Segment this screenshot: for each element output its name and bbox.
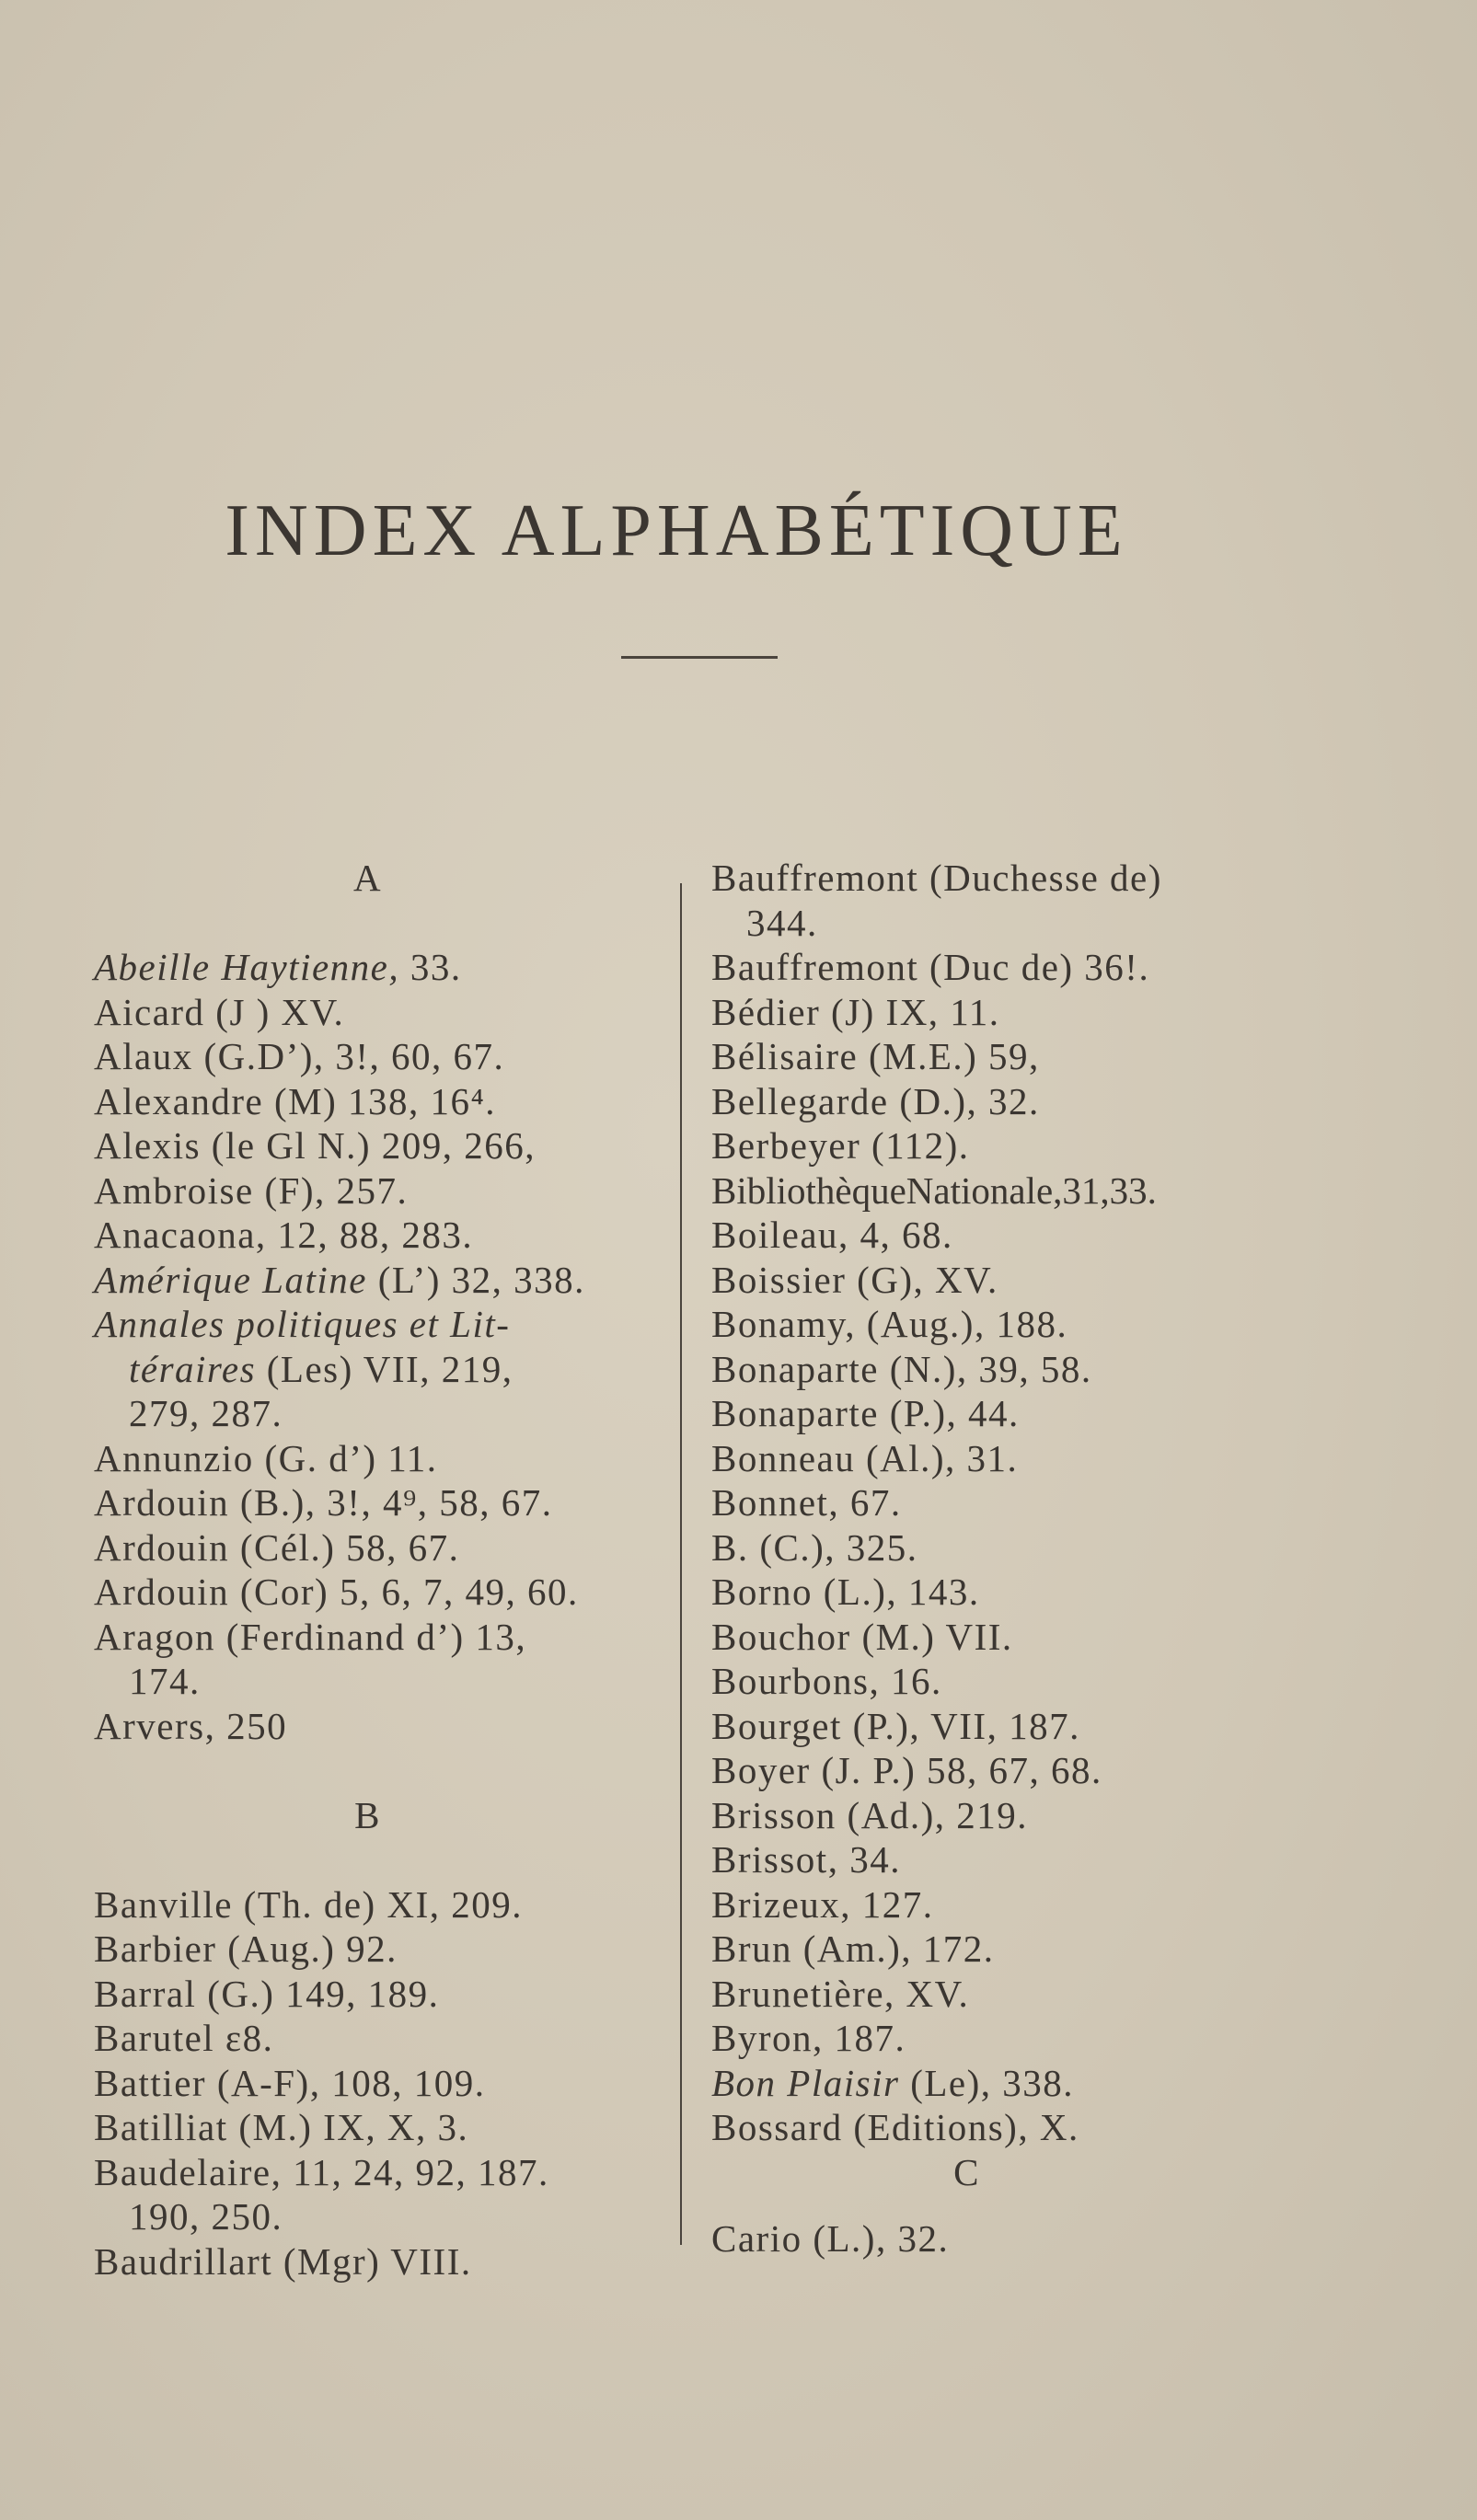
index-entry: Aicard (J ) XV. (94, 990, 345, 1033)
index-entry: Boileau, 4, 68. (711, 1214, 953, 1256)
index-entry: Bauffremont (Duc de) 36!. (711, 946, 1150, 988)
index-entry: Brunetière, XV. (711, 1972, 970, 2015)
index-entry: Alaux (G.D’), 3!, 60, 67. (94, 1035, 505, 1077)
index-entry: Bonnet, 67. (711, 1481, 902, 1524)
index-entry: Barral (G.) 149, 189. (94, 1972, 440, 2015)
index-entry: Ardouin (B.), 3!, 4⁹, 58, 67. (94, 1481, 553, 1524)
index-entry: Bellegarde (D.), 32. (711, 1079, 1040, 1122)
index-entry: Bossard (Editions), X. (711, 2106, 1079, 2148)
index-entry-continuation: 190, 250. (129, 2195, 283, 2238)
index-entry: Cario (L.), 32. (711, 2217, 950, 2260)
index-entry: Ardouin (Cél.) 58, 67. (94, 1525, 460, 1569)
index-entry: Baudrillart (Mgr) VIII. (94, 2239, 472, 2283)
index-entry: Brissot, 34. (711, 1838, 901, 1881)
index-entry: Barbier (Aug.) 92. (94, 1927, 398, 1970)
section-letter-a: A (352, 857, 383, 899)
index-entry: B. (C.), 325. (711, 1525, 918, 1569)
index-entry-continuation: téraires (Les) VII, 219, (129, 1347, 513, 1390)
index-entry-continuation: 344. (746, 901, 818, 944)
index-entry: Aragon (Ferdinand d’) 13, (94, 1615, 527, 1658)
right-column (711, 856, 1282, 2261)
index-entry: Bourbons, 16. (711, 1660, 942, 1702)
index-entry: Battier (A-F), 108, 109. (94, 2061, 486, 2104)
index-entry: Bonneau (Al.), 31. (711, 1436, 1019, 1479)
index-entry: Byron, 187. (711, 2017, 906, 2059)
page-title: INDEX ALPHABÉTIQUE (225, 490, 1128, 571)
index-entry: Abeille Haytienne, 33. (94, 946, 462, 988)
index-entry: Annunzio (G. d’) 11. (94, 1436, 438, 1479)
index-entry: Banville (Th. de) XI, 209. (94, 1882, 523, 1926)
index-entry-continuation: 174. (129, 1660, 201, 1702)
index-entry: Ambroise (F), 257. (94, 1168, 409, 1212)
index-entry: Bon Plaisir (Le), 338. (711, 2061, 1074, 2104)
index-entry: Bonaparte (N.), 39, 58. (711, 1347, 1092, 1390)
index-entry: Bouchor (M.) VII. (711, 1615, 1013, 1658)
index-entry-continuation: 279, 287. (129, 1392, 283, 1434)
index-entry: Boyer (J. P.) 58, 67, 68. (711, 1749, 1102, 1791)
index-entry: Alexandre (M) 138, 16⁴. (94, 1079, 497, 1122)
column-divider (680, 883, 682, 2245)
index-entry: Arvers, 250 (94, 1704, 288, 1747)
index-entry: Brizeux, 127. (711, 1882, 934, 1926)
title-rule (621, 656, 778, 659)
index-entry: Alexis (le Gl N.) 209, 266, (94, 1124, 537, 1167)
index-entry: Brisson (Ad.), 219. (711, 1793, 1028, 1836)
index-entry: Baudelaire, 11, 24, 92, 187. (94, 2150, 549, 2193)
left-column (94, 856, 664, 2284)
index-entry: Amérique Latine (L’) 32, 338. (94, 1258, 585, 1301)
index-entry: Bourget (P.), VII, 187. (711, 1704, 1080, 1747)
index-entry: Barutel ɛ8. (94, 2017, 274, 2059)
index-entry: Batilliat (M.) IX, X, 3. (94, 2106, 469, 2148)
index-entry: Bélisaire (M.E.) 59, (711, 1035, 1040, 1077)
index-entry: Annales politiques et Lit- (94, 1303, 511, 1345)
index-entry: Boissier (G), XV. (711, 1258, 998, 1301)
index-entry: Bauffremont (Duchesse de) (711, 857, 1162, 899)
index-entry: Berbeyer (112). (711, 1124, 970, 1167)
index-entry: Bonamy, (Aug.), 188. (711, 1303, 1068, 1345)
index-entry: Borno (L.), 143. (711, 1571, 980, 1613)
index-entry: Bonaparte (P.), 44. (711, 1392, 1020, 1434)
index-entry: Brun (Am.), 172. (711, 1927, 995, 1970)
index-entry: Bédier (J) IX, 11. (711, 990, 1000, 1033)
section-letter-c: C (953, 2150, 980, 2193)
index-entry: Anacaona, 12, 88, 283. (94, 1214, 474, 1256)
index-entry: BibliothèqueNationale,31,33. (711, 1168, 1157, 1212)
index-entry: Ardouin (Cor) 5, 6, 7, 49, 60. (94, 1571, 579, 1613)
section-letter-b: B (354, 1793, 381, 1836)
